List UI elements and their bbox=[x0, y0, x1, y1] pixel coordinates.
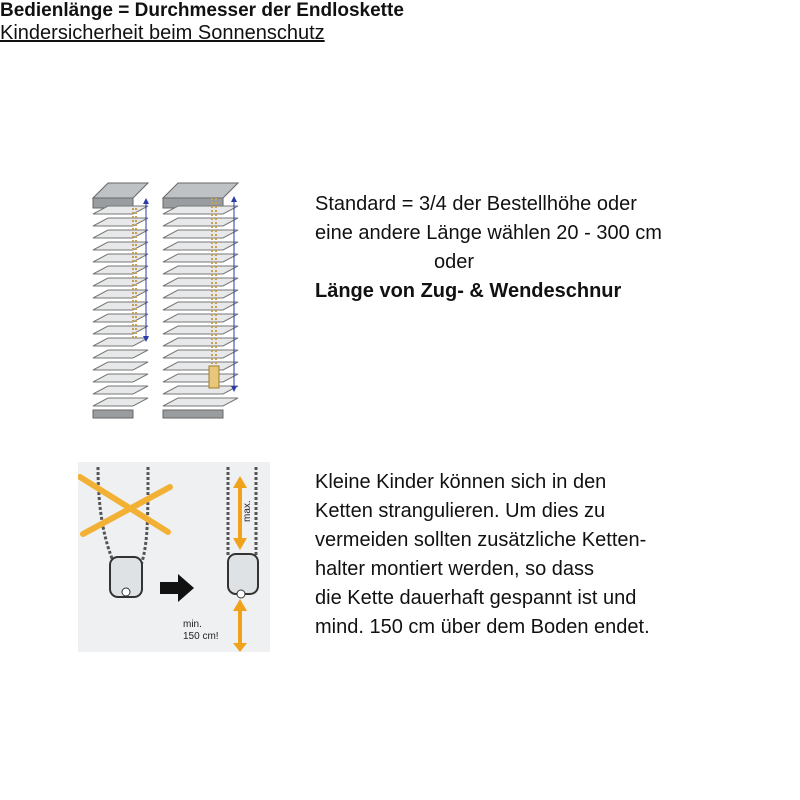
safety-line-2: Ketten strangulieren. Um dies zu bbox=[315, 500, 606, 522]
max-label: max. bbox=[242, 500, 253, 522]
standard-line-2: eine andere Länge wählen 20 - 300 cm bbox=[315, 222, 662, 244]
right-arrow-icon bbox=[160, 574, 194, 602]
safety-line-4: halter montiert werden, so dass bbox=[315, 558, 595, 580]
standard-line-3: oder bbox=[434, 251, 475, 273]
right-blind bbox=[163, 183, 238, 418]
safety-line-6: mind. 150 cm über dem Boden endet. bbox=[315, 616, 650, 638]
blinds-illustration bbox=[88, 178, 248, 428]
heading: Bedienlänge = Durchmesser der Endloskette bbox=[0, 0, 404, 21]
standard-line-1: Standard = 3/4 der Bestellhöhe oder bbox=[315, 193, 637, 215]
safety-line-3: vermeiden sollten zusätzliche Ketten- bbox=[315, 529, 647, 551]
min-distance-label: 150 cm! bbox=[183, 631, 219, 642]
safety-title: Kindersicherheit beim Sonnenschutz bbox=[0, 22, 325, 44]
min-label: min. bbox=[183, 619, 202, 630]
chain-safety-illustration bbox=[78, 462, 270, 652]
safety-line-1: Kleine Kinder können sich in den bbox=[315, 471, 607, 493]
left-blind bbox=[93, 183, 149, 418]
standard-line-4: Länge von Zug- & Wendeschnur bbox=[315, 280, 622, 302]
safety-line-5: die Kette dauerhaft gespannt ist und bbox=[315, 587, 637, 609]
